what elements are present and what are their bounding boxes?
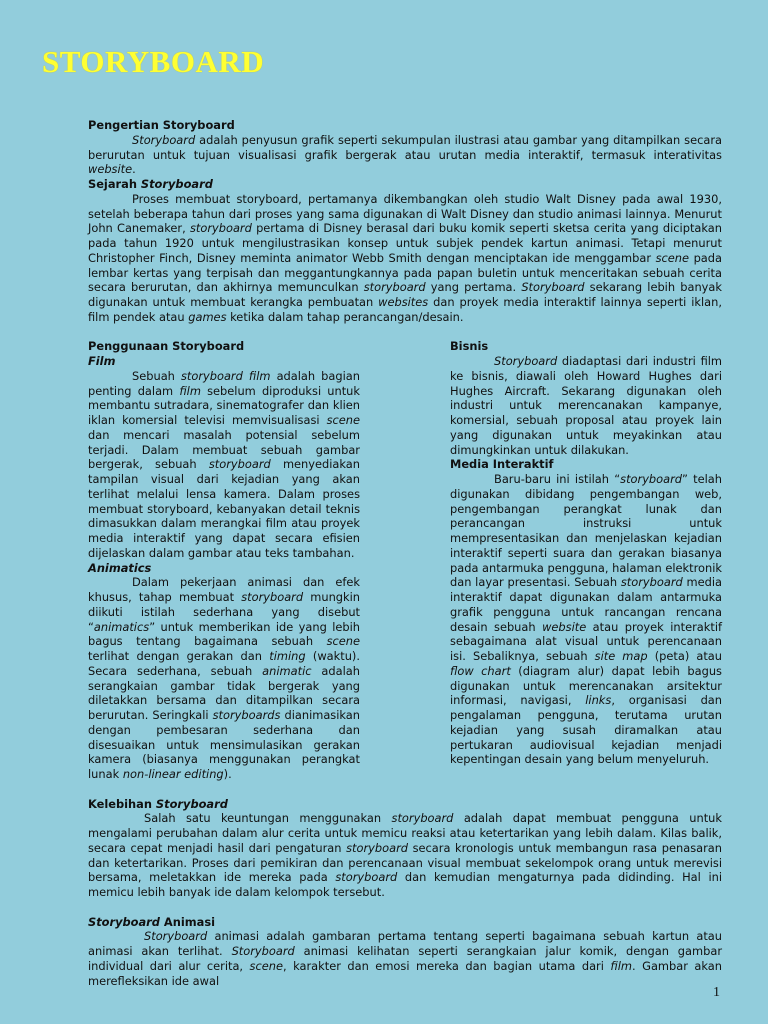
text-run: animasi adalah gambaran pertama tentang seperti bagaimana sebuah kartun atau animasi akan terlihat. bbox=[88, 929, 722, 958]
heading-storyboard-animasi bbox=[88, 915, 722, 930]
text-run: atau proyek interaktif sebagaimana alat visual untuk perencanaan isi. Sebaliknya, sebuah bbox=[450, 619, 723, 663]
italic-text-run: Storyboard bbox=[155, 796, 228, 811]
italic-text-run: scene bbox=[326, 413, 360, 427]
text-run: dan kemudian mengaturnya pada didinding. Hal ini memicu lebih banyak ide dalam kelompok tersebut. bbox=[88, 870, 723, 899]
text-run: animasi kelihatan seperti serangkaian jalur komik, dengan gambar individual dari alur cerita, bbox=[88, 944, 723, 973]
italic-text-run: links bbox=[585, 693, 612, 708]
paragraph-pengertian bbox=[88, 133, 722, 177]
two-column-section bbox=[88, 339, 722, 782]
page-title: STORYBOARD bbox=[42, 44, 265, 79]
page-number: 1 bbox=[713, 985, 720, 1000]
italic-text-run: scene bbox=[655, 250, 690, 265]
italic-text-run: scene bbox=[249, 958, 283, 973]
text-run: media interaktif dapat digunakan dalam antarmuka grafik pengguna untuk rancangan rencana desain sebuah bbox=[450, 575, 722, 634]
italic-text-run: film bbox=[179, 383, 201, 398]
text-run: dan proyek media interaktif lainnya seperti iklan, film pendek atau bbox=[88, 295, 722, 324]
text-run: Animasi bbox=[159, 914, 216, 929]
italic-text-run: Storyboard bbox=[88, 914, 160, 929]
text-run: yang pertama. bbox=[425, 280, 522, 295]
text-run: pada lembar kertas yang terpisah dan meggantungkannya pada papan buletin untuk menceritakan sebuah cerita secara berurutan, dan akhirnya memunculkan bbox=[88, 250, 722, 295]
italic-text-run: flow chart bbox=[450, 663, 511, 678]
text-run: ). bbox=[223, 767, 232, 781]
text-run: sekarang lebih banyak digunakan untuk membuat kerangka pembuatan bbox=[88, 280, 722, 309]
text-run: menyediakan tampilan visual dari kejadian yang akan terlihat melalui lensa kamera. Dalam proses membuat storyboard, kebanyakan detail teknis dimasukkan dalam merangkai film atau proyek media interaktif yang dapat secara efisien dijelaskan dalam gambar atau teks tambahan. bbox=[88, 457, 360, 560]
text-run: , organisasi dan pengalaman pengguna, terutama urutan kejadian yang susah diramalkan atau pertukaran audiovisual kejadian menjadi kepentingan desain yang belum menyeluruh. bbox=[450, 693, 722, 767]
heading-bisnis: Bisnis bbox=[450, 339, 489, 354]
text-run: Sebuah bbox=[132, 368, 181, 383]
italic-text-run: Storyboard bbox=[132, 132, 196, 147]
paragraph-sejarah bbox=[88, 192, 722, 325]
italic-text-run: Storyboard bbox=[140, 177, 213, 191]
italic-text-run: storyboard film bbox=[180, 368, 271, 383]
italic-text-run: storyboard bbox=[346, 840, 408, 855]
italic-text-run: websites bbox=[378, 295, 429, 309]
italic-text-run: storyboard bbox=[620, 472, 683, 486]
text-run: , karakter dan emosi mereka dan bagian utama dari bbox=[282, 958, 611, 973]
italic-text-run: storyboard bbox=[620, 575, 683, 590]
italic-text-run: Storyboard bbox=[521, 280, 585, 295]
text-run: pertama di Disney berasal dari buku komik seperti sketsa cerita yang diciptakan pada tahun 1920 untuk mengilustrasikan konsep untuk subjek pendek kartun animasi. Tetapi menurut Christopher Finch, Disney meminta animator Webb Smith dengan menciptakan ide menggambar bbox=[88, 221, 722, 265]
text-run: (waktu). Secara sederhana, sebuah bbox=[88, 649, 360, 678]
text-run: ” telah digunakan dibidang pengembangan web, pengembangan perangkat lunak dan perancangan instruksi untuk mempresentasikan dan menjelaskan kejadian interaktif seperti suara dan gerakan biasanya pada antarmuka pengguna, halaman elektronik dan layar presentasi. Sebuah bbox=[450, 472, 722, 590]
paragraph-kelebihan bbox=[88, 811, 722, 900]
text-run: terlihat dengan gerakan dan bbox=[88, 649, 270, 663]
italic-text-run: Storyboard bbox=[494, 354, 558, 368]
italic-text-run: animatic bbox=[262, 663, 312, 678]
text-run: Kelebihan bbox=[88, 796, 156, 811]
italic-text-run: non-linear editing bbox=[122, 767, 224, 781]
text-run: Dalam pekerjaan animasi dan efek khusus, tahap membuat bbox=[88, 575, 360, 604]
italic-text-run: storyboard bbox=[208, 457, 271, 472]
text-run: . Gambar akan merefleksikan ide awal bbox=[88, 958, 722, 988]
text-run: ketika dalam tahap perancangan/desain. bbox=[226, 309, 464, 324]
text-run: (diagram alur) dapat lebih bagus digunakan untuk merencanakan arsitektur informasi, navigasi, bbox=[450, 663, 722, 708]
text-run: . bbox=[132, 162, 136, 177]
text-run: Sejarah bbox=[88, 177, 141, 191]
italic-text-run: Storyboard bbox=[144, 929, 208, 944]
text-run: adalah penyusun grafik seperti sekumpulan ilustrasi atau gambar yang ditampilkan secara berurutan untuk tujuan visualisasi grafik bergerak atau urutan media interaktif, termasuk interativitas bbox=[88, 132, 722, 162]
italic-text-run: animatics bbox=[93, 619, 150, 634]
heading-sejarah bbox=[88, 177, 722, 192]
heading-penggunaan: Penggunaan Storyboard bbox=[88, 339, 245, 354]
italic-text-run: scene bbox=[326, 634, 360, 649]
text-run: Baru-baru ini istilah “ bbox=[494, 472, 621, 486]
text-run: dianimasikan dengan pembesaran sederhana dan disesuaikan untuk mensimulasikan gerakan kamera (biasanya menggunakan perangkat lunak bbox=[88, 708, 361, 781]
text-run: adalah dapat membuat pengguna untuk mengalami perubahan dalam alur cerita untuk memicu reaksi atau ketertarikan yang lebih dalam. Kilas balik, secara cepat menjadi hasil dari pengaturan bbox=[88, 811, 722, 855]
paragraph-animatics bbox=[88, 575, 360, 782]
heading-film: Film bbox=[88, 354, 116, 368]
italic-text-run: storyboard bbox=[363, 280, 426, 295]
italic-text-run: Storyboard bbox=[231, 944, 295, 958]
text-run: sebelum diproduksi untuk membantu sutradara, sinematografer dan klien iklan komersial televisi memvisualisasi bbox=[88, 383, 360, 427]
right-column bbox=[450, 339, 722, 782]
paragraph-film bbox=[88, 369, 360, 561]
italic-text-run: storyboard bbox=[189, 221, 252, 236]
italic-text-run: film bbox=[610, 958, 633, 973]
text-run: Salah satu keuntungan menggunakan bbox=[144, 811, 392, 826]
heading-pengertian: Pengertian Storyboard bbox=[88, 118, 235, 132]
text-run: diadaptasi dari industri film ke bisnis, diawali oleh Howard Hughes dari Hughes Aircraft. Sekarang digunakan oleh industri untuk merencanakan kampanye, komersial, sebuah proposal atau proyek lain yang digunakan untuk meyakinkan atau dimungkinkan untuk dilakukan. bbox=[450, 354, 722, 457]
text-run: dan mencari masalah potensial sebelum terjadi. Dalam membuat sebuah gambar bergerak, sebuah bbox=[88, 427, 360, 472]
text-run: secara kronologis untuk membangun rasa penasaran dan ketertarikan. Proses dari pemikiran dan perencanaan visual membuat sekelompok orang untuk merevisi bersama, meletakkan ide mereka pada bbox=[88, 840, 722, 885]
text-run: ” untuk memberikan ide yang lebih bagus tentang bagaimana sebuah bbox=[88, 619, 360, 649]
paragraph-storyboard-animasi bbox=[88, 929, 722, 988]
italic-text-run: storyboards bbox=[212, 708, 281, 722]
heading-animatics: Animatics bbox=[88, 560, 152, 575]
italic-text-run: website bbox=[88, 162, 133, 177]
italic-text-run: site map bbox=[594, 649, 648, 663]
text-run: (peta) atau bbox=[647, 649, 722, 663]
text-run: adalah bagian penting dalam bbox=[88, 368, 360, 398]
document-body bbox=[88, 118, 722, 988]
italic-text-run: games bbox=[188, 309, 227, 324]
heading-media-interaktif: Media Interaktif bbox=[450, 457, 554, 472]
italic-text-run: website bbox=[542, 619, 587, 634]
italic-text-run: storyboard bbox=[241, 590, 304, 604]
text-run: Proses membuat storyboard, pertamanya dikembangkan oleh studio Walt Disney pada awal 1930, setelah beberapa tahun dari proses yang sama digunakan di Walt Disney dan studio animasi lainnya. Menurut John Canemaker, bbox=[88, 191, 722, 236]
paragraph-bisnis bbox=[450, 354, 722, 457]
heading-kelebihan bbox=[88, 797, 722, 812]
text-run: adalah serangkaian gambar tidak bergerak yang diletakkan bersama dan ditampilkan secara berurutan. Seringkali bbox=[88, 663, 360, 722]
text-run: mungkin diikuti istilah sederhana yang disebut “ bbox=[88, 590, 360, 634]
left-column bbox=[88, 339, 360, 782]
paragraph-media-interaktif bbox=[450, 472, 722, 767]
italic-text-run: storyboard bbox=[391, 811, 454, 826]
italic-text-run: timing bbox=[269, 649, 306, 663]
italic-text-run: storyboard bbox=[335, 870, 398, 885]
